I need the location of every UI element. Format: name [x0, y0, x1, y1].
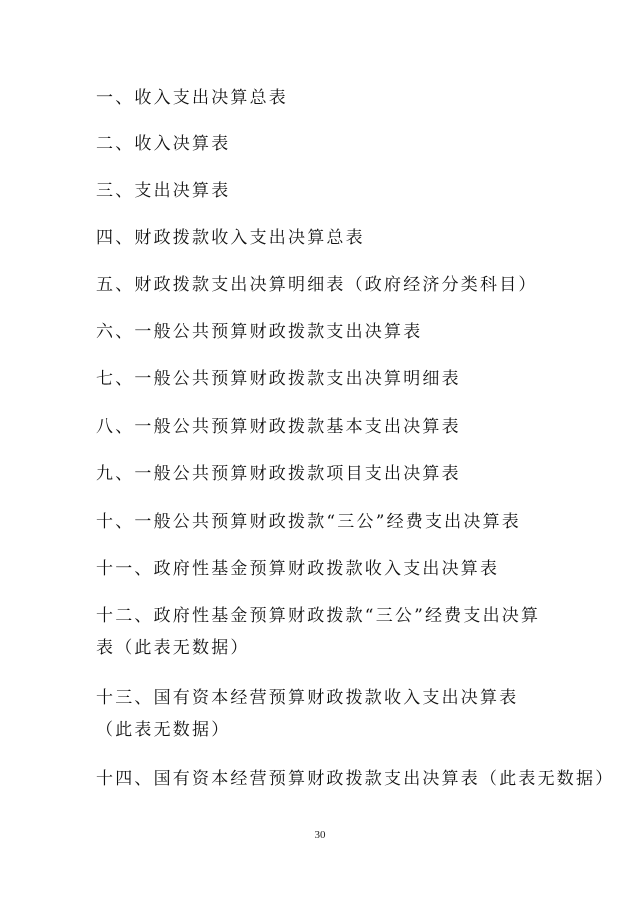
list-item: 十三、国有资本经营预算财政拨款收入支出决算表（此表无数据） [96, 688, 519, 740]
list-item: 二、收入决算表 [96, 134, 231, 154]
list-item: 十二、政府性基金预算财政拨款“三公”经费支出决算表（此表无数据） [96, 606, 541, 658]
list-item: 三、支出决算表 [96, 181, 231, 201]
list-item: 五、财政拨款支出决算明细表（政府经济分类科目） [96, 275, 538, 295]
list-item: 六、一般公共预算财政拨款支出决算表 [96, 322, 423, 342]
list-item: 十一、政府性基金预算财政拨款收入支出决算表 [96, 559, 500, 579]
list-item: 四、财政拨款收入支出决算总表 [96, 228, 365, 248]
page-number: 30 [314, 829, 326, 841]
list-item: 十四、国有资本经营预算财政拨款支出决算表（此表无数据） [96, 769, 615, 789]
list-item: 七、一般公共预算财政拨款支出决算明细表 [96, 369, 461, 389]
list-item: 八、一般公共预算财政拨款基本支出决算表 [96, 417, 461, 437]
list-item: 一、收入支出决算总表 [96, 88, 288, 108]
list-item: 九、一般公共预算财政拨款项目支出决算表 [96, 464, 461, 484]
list-item: 十、一般公共预算财政拨款“三公”经费支出决算表 [96, 512, 521, 532]
